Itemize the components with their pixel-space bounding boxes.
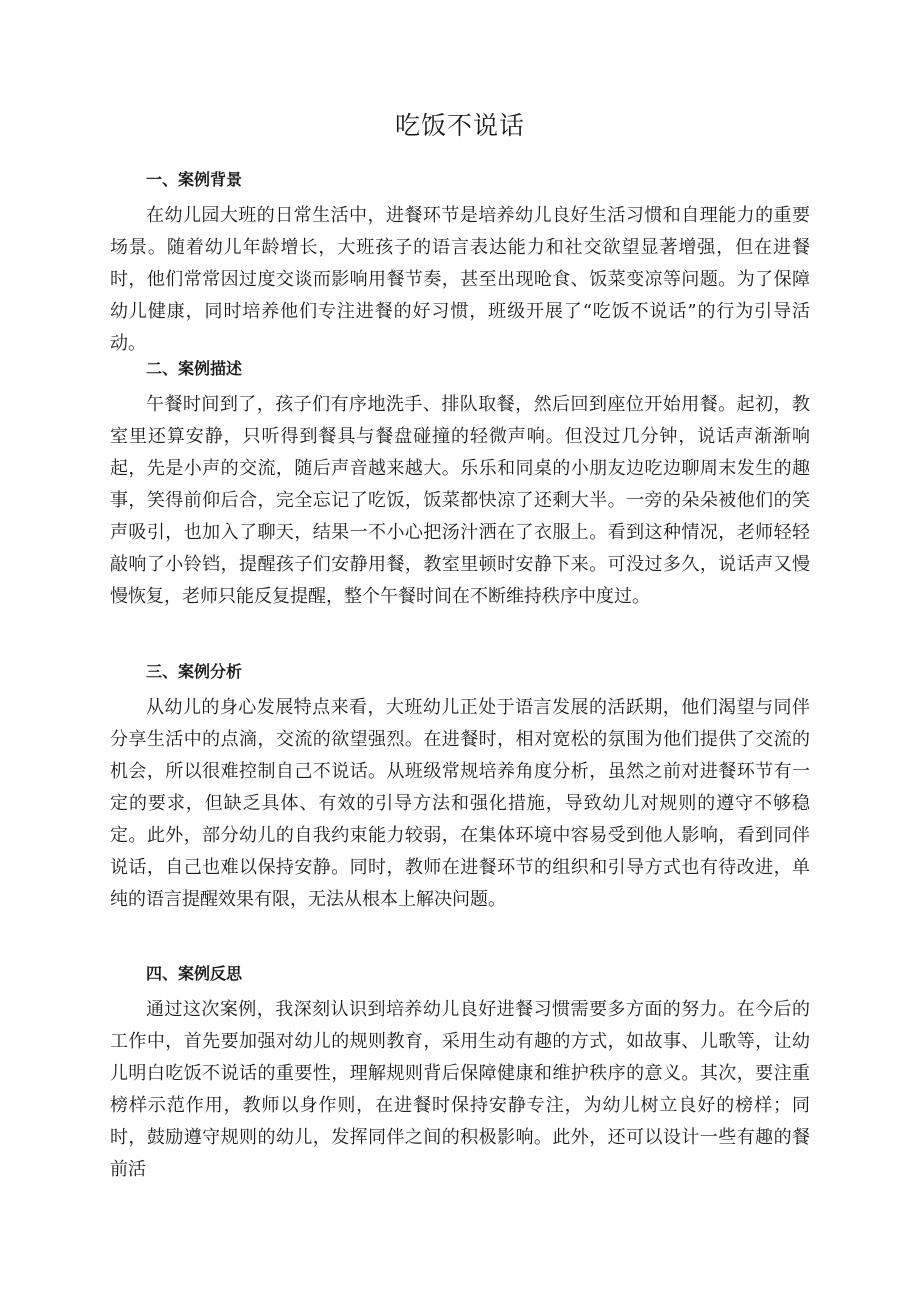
section-heading: 二、案例描述 <box>146 359 243 378</box>
section-reflection <box>110 954 810 1186</box>
section-body: 午餐时间到了，孩子们有序地洗手、排队取餐，然后回到座位开始用餐。起初，教室里还算安静，只听得到餐具与餐盘碰撞的轻微声响。但没过几分钟，说话声渐渐响起，先是小声的交流，随后声音越来越大。乐乐和同桌的小朋友边吃边聊周末发生的趣事，笑得前仰后合，完全忘记了吃饭，饭菜都快凉了还剩大半。一旁的朵朵被他们的笑声吸引，也加入了聊天，结果一不小心把汤汁洒在了衣服上。看到这种情况，老师轻轻敲响了小铃铛，提醒孩子们安静用餐，教室里顿时安静下来。可没过多久，说话声又慢慢恢复，老师只能反复提醒，整个午餐时间在不断维持秩序中度过。 <box>110 394 810 607</box>
section-body: 从幼儿的身心发展特点来看，大班幼儿正处于语言发展的活跃期，他们渴望与同伴分享生活中的点滴，交流的欲望强烈。在进餐时，相对宽松的氛围为他们提供了交流的机会，所以很难控制自己不说话。从班级常规培养角度分析，虽然之前对进餐环节有一定的要求，但缺乏具体、有效的引导方法和强化措施，导致幼儿对规则的遵守不够稳定。此外，部分幼儿的自我约束能力较弱，在集体环境中容易受到他人影响，看到同伴说话，自己也难以保持安静。同时，教师在进餐环节的组织和引导方式也有待改进，单纯的语言提醒效果有限，无法从根本上解决问题。 <box>110 697 810 910</box>
section-description <box>110 349 810 613</box>
section-body: 通过这次案例，我深刻认识到培养幼儿良好进餐习惯需要多方面的努力。在今后的工作中，首先要加强对幼儿的规则教育，采用生动有趣的方式，如故事、儿歌等，让幼儿明白吃饭不说话的重要性，理解规则背后保障健康和维护秩序的意义。其次，要注重榜样示范作用，教师以身作则，在进餐时保持安静专注，为幼儿树立良好的榜样；同时，鼓励遵守规则的幼儿，发挥同伴之间的积极影响。此外，还可以设计一些有趣的餐前活 <box>110 999 810 1180</box>
section-analysis <box>110 652 810 916</box>
section-heading: 一、案例背景 <box>146 170 243 189</box>
section-heading: 三、案例分析 <box>146 662 243 681</box>
section-body: 在幼儿园大班的日常生活中，进餐环节是培养幼儿良好生活习惯和自理能力的重要场景。随着幼儿年龄增长，大班孩子的语言表达能力和社交欲望显著增强，但在进餐时，他们常常因过度交谈而影响用餐节奏，甚至出现呛食、饭菜变凉等问题。为了保障幼儿健康，同时培养他们专注进餐的好习惯，班级开展了“吃饭不说话”的行为引导活动。 <box>110 205 810 354</box>
section-background <box>110 160 810 360</box>
section-heading: 四、案例反思 <box>146 964 243 983</box>
document-title: 吃饭不说话 <box>394 111 525 140</box>
